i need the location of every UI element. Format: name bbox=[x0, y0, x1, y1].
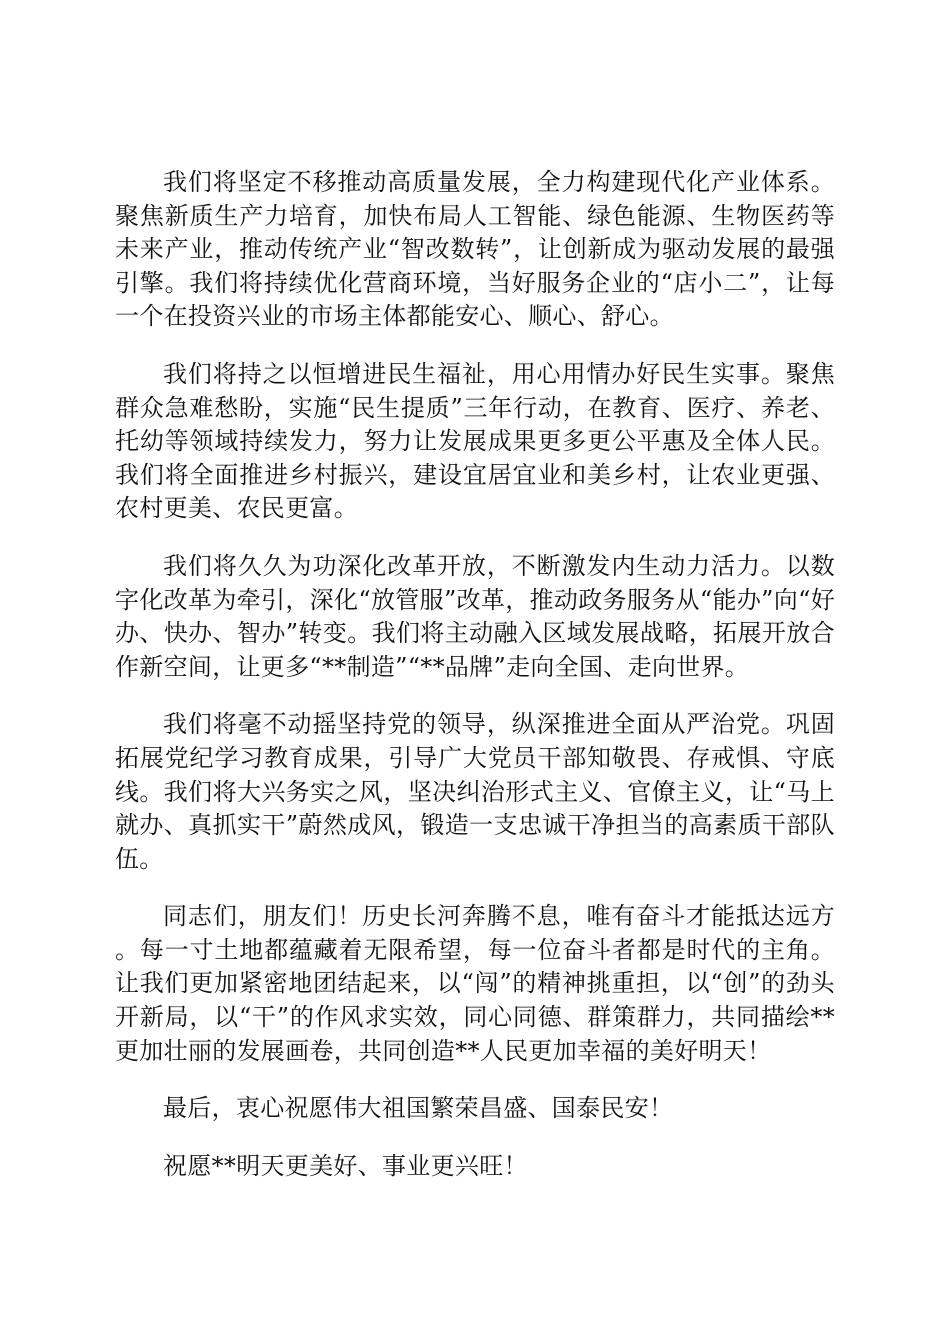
paragraph-call-to-action: 同志们，朋友们！历史长河奔腾不息，唯有奋斗才能抵达远方。每一寸土地都蕴藏着无限希望，每一位奋斗者都是时代的主角。让我们更加紧密地团结起来，以“闯”的精神挑重担，以“创”的劲头开新局，以“干”的作风求实效，同心同德、群策群力，共同描绘**更加壮丽的发展画卷，共同创造**人民更加幸福的美好明天！ bbox=[115, 902, 835, 1065]
document-body bbox=[115, 166, 835, 1207]
paragraph-closing-wish-nation: 最后，衷心祝愿伟大祖国繁荣昌盛、国泰民安！ bbox=[163, 1094, 674, 1123]
paragraph-reform: 我们将久久为功深化改革开放，不断激发内生动力活力。以数字化改革为牵引，深化“放管服”改革，推动政务服务从“能办”向“好办、快办、智办”转变。我们将主动融入区域发展战略，拓展开放合作新空间，让更多“**制造”“**品牌”走向全国、走向世界。 bbox=[115, 551, 835, 681]
paragraph-party: 我们将毫不动摇坚持党的领导，纵深推进全面从严治党。巩固拓展党纪学习教育成果，引导广大党员干部知敬畏、存戒惧、守底线。我们将大兴务实之风，坚决纠治形式主义、官僚主义，让“马上就办、真抓实干”蔚然成风，锻造一支忠诚干净担当的高素质干部队伍。 bbox=[115, 710, 835, 873]
paragraph-livelihood: 我们将持之以恒增进民生福祉，用心用情办好民生实事。聚焦群众急难愁盼，实施“民生提质”三年行动，在教育、医疗、养老、托幼等领域持续发力，努力让发展成果更多更公平惠及全体人民。我们将全面推进乡村振兴，建设宜居宜业和美乡村，让农业更强、农村更美、农民更富。 bbox=[115, 359, 835, 523]
paragraph-industry: 我们将坚定不移推动高质量发展，全力构建现代化产业体系。聚焦新质生产力培育，加快布局人工智能、绿色能源、生物医药等未来产业，推动传统产业“智改数转”，让创新成为驱动发展的最强引擎。我们将持续优化营商环境，当好服务企业的“店小二”，让每一个在投资兴业的市场主体都能安心、顺心、舒心。 bbox=[115, 168, 835, 331]
paragraph-closing-wish-city: 祝愿**明天更美好、事业更兴旺！ bbox=[163, 1151, 528, 1180]
